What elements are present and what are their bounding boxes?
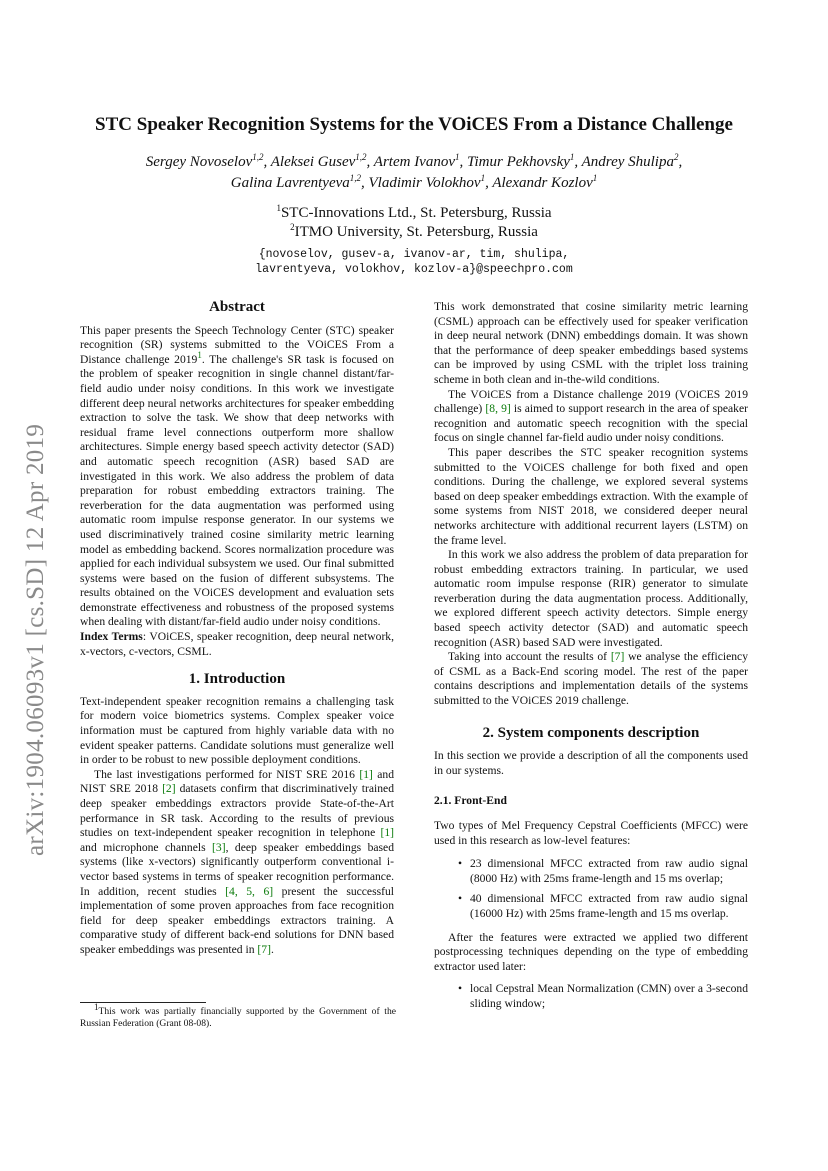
left-column [80, 300, 394, 958]
author-affiliation-mark: 1 [592, 173, 598, 183]
intro-paragraph [80, 768, 394, 958]
footnote-text: This work was partially financially supported by the Government of the Russian Federation (Grant 08-08). [80, 1006, 396, 1029]
author-name: Galina Lavrentyeva [230, 175, 350, 191]
author-affiliation-mark: 1,2 [355, 152, 367, 162]
paragraph-text: The last investigations performed for NIST SRE 2016 [94, 767, 360, 781]
author-name: Alexandr Kozlov [492, 175, 593, 191]
affiliation-line [100, 223, 728, 242]
author-name: Artem Ivanov [373, 154, 455, 170]
body-paragraph [434, 650, 748, 708]
citation-link[interactable]: [7] [257, 942, 271, 956]
postprocessing-list [434, 982, 748, 1011]
author-affiliation-mark: 1 [455, 152, 460, 162]
paragraph-text: . [270, 942, 274, 956]
paragraph-text: present the successful implementation of some proven approaches from face recognition field for deep speaker embeddings extractors training. A comparative study of different back-end solutions for DNN based speaker embeddings was presented in [80, 884, 394, 956]
affiliation-line [100, 204, 728, 223]
intro-paragraph: Text-independent speaker recognition remains a challenging task for modern voice biometrics systems. Complex speaker voice information must be captured from highly variable data with no evident speaker patterns. Candidate solutions must generalize well in order to be robust to new possible deployment conditions. [80, 694, 394, 767]
citation-link[interactable]: [8, 9] [485, 402, 511, 416]
abstract-body: . The challenge's SR task is focused on the problem of speaker recognition in single channel distant/far-field audio under noisy conditions. In this work we investigate different deep neural networks architectures for speaker embedding extraction to solve the task. We show that deep networks with residual frame level connections outperform more shallow architectures. Simple energy based speech activity detector (SAD) and automatic speech recognition (ASR) based SAD are investigated in this work. We also address the problem of data preparation for robust embedding extractors training. The reverberation for the data augmentation was performed using automatic room impulse response generator. In our systems we used discriminatively trained cosine similarity metric learning model as embedding backend. Scores normalization procedure was applied for each individual subsystem we used. Our final submitted systems were based on the fusion of different subsystems. The results obtained on the VOiCES development and evaluation sets demonstrate effectiveness and robustness of the proposed systems when dealing with distant/far-field audio under noisy conditions. [80, 352, 394, 629]
abstract-text [80, 324, 394, 630]
citation-link[interactable]: [1] [359, 767, 373, 781]
author-emails [100, 247, 728, 277]
author-affiliation-mark: 1,2 [349, 173, 362, 183]
body-paragraph: This work demonstrated that cosine similarity metric learning (CSML) approach can be effectively used for speaker verification in deep neural network (DNN) embeddings domain. It was shown that the performance of deep speaker embeddings based systems can be improved by using CSML with the triplet loss training scheme in both clean and in-the-wild conditions. [434, 300, 748, 386]
author-name: Aleksei Gusev [270, 154, 356, 170]
list-item: • local Cepstral Mean Normalization (CMN) over a 3-second sliding window; [470, 982, 748, 1011]
index-terms [80, 630, 394, 659]
citation-link[interactable]: [3] [212, 840, 226, 854]
body-paragraph: Two types of Mel Frequency Cepstral Coefficients (MFCC) were used in this research as low-level features: [434, 819, 748, 847]
body-paragraph: This paper describes the STC speaker recognition systems submitted to the VOiCES challenge for both fixed and open conditions. During the challenge, we explored several systems based on deep speaker embeddings extraction. With the example of some systems from NIST 2018, we considered deeper neural networks architecture with additional recurrent layers (LSTM) on the frame level. [434, 445, 748, 547]
abstract-body: This paper presents the Speech Technology Center (STC) speaker recognition (SR) systems submitted to the VOiCES From a Distance challenge 2019 [80, 323, 394, 366]
footnote-mark: 1 [94, 1001, 99, 1012]
section-heading-introduction: 1. Introduction [188, 671, 286, 688]
email-line: {novoselov, gusev-a, ivanov-ar, tim, shulipa, [258, 248, 570, 261]
paragraph-text: we analyse the efficiency of CSML as a Back-End scoring model. The rest of the paper contains descriptions and implementation details of the systems submitted to the VOiCES 2019 challenge. [434, 650, 748, 708]
affiliation-mark: 1 [276, 203, 281, 213]
footnote-link[interactable]: 1 [197, 349, 202, 360]
paragraph-text: datasets confirm that discriminatively trained deep speaker embeddings extractors provide State-of-the-Art performance in SR task. According to the results of previous studies on text-independent speaker recognition in telephone [80, 782, 394, 840]
index-terms-label: Index Terms [80, 630, 143, 644]
list-item: • 23 dimensional MFCC extracted from raw audio signal (8000 Hz) with 25ms frame-length and 15 ms overlap; [470, 857, 748, 886]
arxiv-identifier: arXiv:1904.06093v1 [cs.SD] 12 Apr 2019 [22, 423, 49, 856]
body-paragraph: In this section we provide a description of all the components used in our systems. [434, 749, 748, 777]
author-name: Andrey Shulipa [581, 154, 674, 170]
section-heading-system-components: 2. System components description [482, 724, 700, 741]
affiliations [100, 204, 728, 242]
affiliation-text: STC-Innovations Ltd., St. Petersburg, Russia [280, 205, 552, 221]
abstract-heading: Abstract [209, 299, 265, 315]
paragraph-text: The VOiCES from a Distance challenge 2019 (VOiCES 2019 challenge) [434, 387, 748, 416]
author-affiliation-mark: 1 [480, 173, 486, 183]
footnote [80, 1001, 396, 1030]
paragraph-text: , deep speaker embeddings based systems (like x-vectors) significantly outperform conventional i-vector based systems in terms of speaker recognition performance. In addition, recent studies [80, 840, 394, 898]
list-item: • 40 dimensional MFCC extracted from raw audio signal (16000 Hz) with 25ms frame-length and 15 ms overlap. [470, 892, 748, 921]
index-terms-text: : VOiCES, speaker recognition, deep neural network, x-vectors, c-vectors, CSML. [80, 630, 395, 658]
citation-link[interactable]: [2] [162, 782, 176, 796]
subsection-heading-front-end: 2.1. Front-End [434, 794, 507, 808]
affiliation-mark: 2 [290, 222, 295, 232]
author-affiliation-mark: 1 [569, 152, 575, 162]
email-line: lavrentyeva, volokhov, kozlov-a}@speechpro.com [255, 263, 573, 276]
citation-link[interactable]: [4, 5, 6] [225, 884, 274, 898]
author-list: Sergey Novoselov$^{1,2}$, Aleksei Gusev$^{1,2}$, Artem Ivanov$^1$, Timur Pekhovsky$^1$, Andrey Shulipa$^2$, Galina Lavrentyeva$^{1,2}$, Vladimir Volokhov$^1$, Alexandr Kozlov$^1$ [145, 152, 683, 191]
citation-link[interactable]: [1] [380, 826, 394, 840]
author-affiliation-mark: 1,2 [252, 152, 264, 162]
body-paragraph: In this work we also address the problem of data preparation for robust embedding extractors training. In particular, we used automatic room impulse response (RIR) generator to simulate reverberation during the data augmentation process. Additionally, we explored different speech activity detectors. Simple energy based speech activity detector (SAD) and automatic speech recognition (ASR) based SAD were investigated. [434, 548, 748, 649]
paragraph-text: is aimed to support research in the area of speaker recognition and automatic speech recognition with the special focus on single channel far-field audio under noisy conditions. [434, 402, 748, 445]
paragraph-text: and microphone channels [80, 840, 213, 854]
right-column [434, 300, 748, 1012]
author-affiliation-mark: 2 [673, 152, 679, 162]
feature-list [434, 857, 748, 921]
affiliation-text: ITMO University, St. Petersburg, Russia [294, 224, 538, 240]
author-name: Sergey Novoselov [145, 154, 253, 170]
body-paragraph: After the features were extracted we applied two different postprocessing techniques depending on the type of embedding extractor used later: [434, 930, 748, 973]
citation-link[interactable]: [7] [610, 650, 625, 664]
paper-title: STC Speaker Recognition Systems for the VOiCES From a Distance Challenge [95, 114, 733, 135]
author-name: Timur Pekhovsky [467, 154, 570, 170]
author-name: Vladimir Volokhov [368, 175, 481, 191]
paragraph-text: and NIST SRE 2018 [80, 767, 394, 796]
paragraph-text: Taking into account the results of [448, 650, 611, 664]
body-paragraph [434, 388, 748, 446]
